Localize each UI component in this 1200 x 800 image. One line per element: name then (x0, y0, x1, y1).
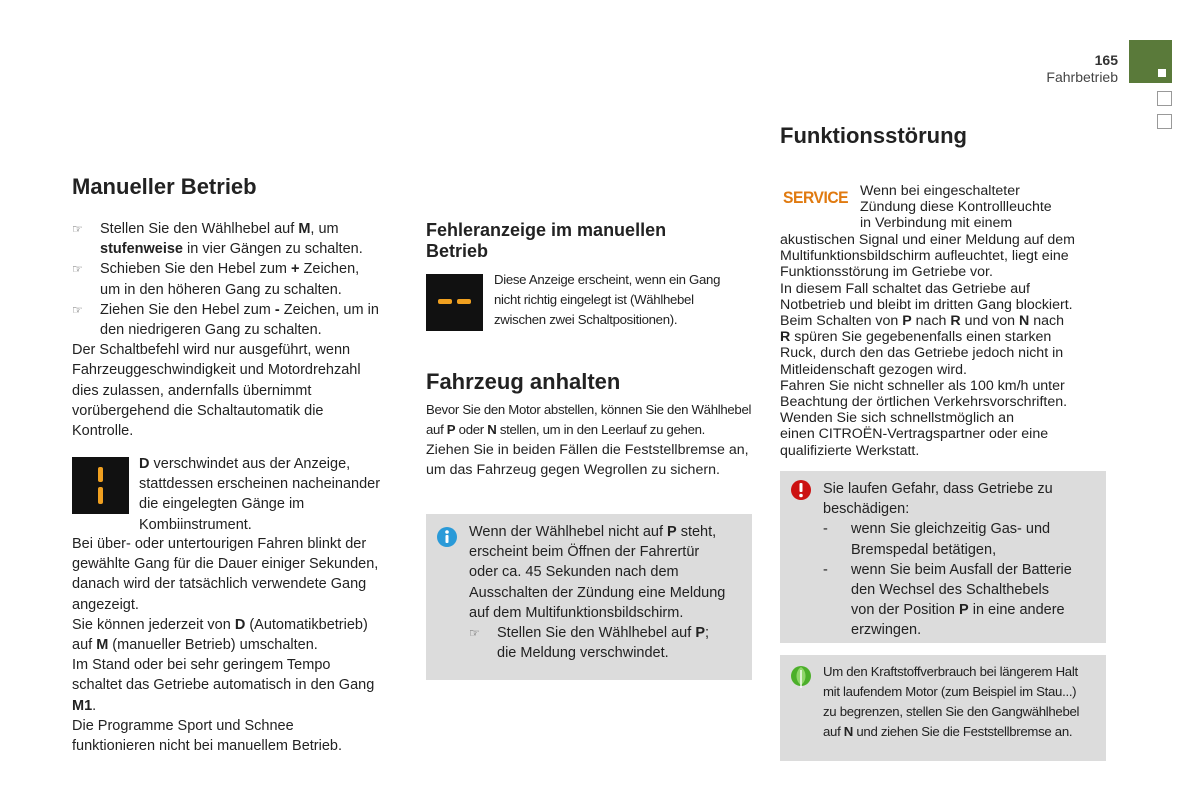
bullet-item: ☞ Stellen Sie den Wählhebel auf P; die Meldung verschwindet. (469, 625, 710, 662)
paragraph: Bei über- oder untertourigen Fahren blinkt der gewählte Gang für die Dauer einiger Sekunden, danach wird der tatsächlich verwendete Gang angezeigt. (72, 536, 379, 613)
info-icon (436, 526, 458, 553)
bullet-icon: ☞ (72, 222, 83, 236)
gear-display-text: D verschwindet aus der Anzeige, stattdessen erscheinen nacheinander die eingelegten Gänge im Kombiinstrument. (139, 456, 381, 533)
malfunction-text: akustischen Signal und einer Meldung auf dem Multifunktionsbildschirm aufleuchtet, liegt eine Funktionsstörung im Getriebe vor. In diesem Fall schaltet das Getriebe auf Notbetrieb und bleibt im dritten Gang blockiert. Beim Schalten von P nach R und von N nach R spüren Sie gegebenenfalls einen starken Ruck, durch den das Getriebe jedoch nicht in Mitleidenschaft gezogen wird. Fahren Sie nicht schneller als 100 km/h unter Beachtung der örtlichen Verkehrsvorschriften. Wenden Sie sich schnellstmöglich an einen CITROËN-Vertragspartner oder eine qualifizierte Werkstatt. (780, 232, 1075, 459)
manual-mode-text-2 (72, 534, 412, 756)
eco-leaf-icon (790, 664, 812, 695)
fault-display-title: Fehleranzeige im manuellen Betrieb (426, 220, 667, 261)
paragraph: Der Schaltbefehl wird nur ausgeführt, wenn Fahrzeuggeschwindigkeit und Motordrehzahl dies zulassen, andernfalls übernimmt vorübergehend die Schaltautomatik die Kontrolle. (72, 342, 361, 440)
warning-item: - wenn Sie beim Ausfall der Batterie den Wechsel des Schalthebels von der Position P in eine andere erzwingen. (823, 561, 1072, 639)
gear-display-icon (72, 457, 129, 514)
manual-mode-text (72, 219, 412, 441)
fault-display-text: Diese Anzeige erscheint, wenn ein Gang nicht richtig eingelegt ist (Wählhebel zwischen zwei Schaltpositionen). (494, 272, 721, 327)
warning-icon (790, 479, 812, 506)
paragraph: Die Programme Sport und Schnee funktionieren nicht bei manuellem Betrieb. (72, 717, 343, 755)
page-number: 165 (1094, 52, 1118, 68)
info-box (426, 514, 752, 680)
stopping-text: Bevor Sie den Motor abstellen, können Sie den Wählhebel auf P oder N stellen, um in den Leerlauf zu gehen. (426, 402, 752, 437)
info-text: Wenn der Wählhebel nicht auf P steht, erscheint beim Öffnen der Fahrertür oder ca. 45 Sekunden nach dem Ausschalten der Zündung eine Meldung auf dem Multifunktionsbildschirm. ☞ Stellen Sie den Wählhebel auf P; die Meldung verschwindet. (469, 522, 749, 663)
bullet-item: ☞ Ziehen Sie den Hebel zum - Zeichen, um in den niedrigeren Gang zu schalten. (72, 301, 379, 339)
section-title: Fahrbetrieb (1046, 69, 1118, 85)
malfunction-intro: Wenn bei eingeschalteter Zündung diese Kontrollleuchte in Verbindung mit einem (860, 183, 1052, 232)
bullet-icon: ☞ (469, 626, 480, 641)
eco-text: Um den Kraftstoffverbrauch bei längerem Halt mit laufendem Motor (zum Beispiel im Stau...) zu begrenzen, stellen Sie den Gangwählhebel auf N und ziehen Sie die Feststellbremse an. (823, 664, 1080, 739)
chapter-tab-marker (1158, 69, 1166, 77)
fault-display-icon (426, 274, 483, 331)
malfunction-title: Funktionsstörung (780, 123, 967, 148)
stopping-text-2: Ziehen Sie in beiden Fällen die Feststellbremse an, um das Fahrzeug gegen Wegrollen zu sichern. (426, 442, 749, 479)
chapter-box-2 (1157, 114, 1172, 129)
bullet-icon: ☞ (72, 302, 83, 317)
eco-box (780, 655, 1106, 761)
paragraph: Sie können jederzeit von D (Automatikbetrieb) auf M (manueller Betrieb) umschalten. (72, 616, 368, 654)
warning-item: - wenn Sie gleichzeitig Gas- und Bremspedal betätigen, (823, 521, 1051, 558)
bullet-item: ☞ Schieben Sie den Hebel zum + Zeichen, um in den höheren Gang zu schalten. (72, 261, 360, 298)
warning-box (780, 471, 1106, 643)
service-warning-light: SERVICE (783, 188, 849, 207)
bullet-icon: ☞ (72, 262, 83, 277)
manual-mode-title: Manueller Betrieb (72, 174, 257, 199)
stopping-title: Fahrzeug anhalten (426, 369, 621, 394)
warning-text: Sie laufen Gefahr, dass Getriebe zu beschädigen: - wenn Sie gleichzeitig Gas- und Bremspedal betätigen, - wenn Sie beim Ausfall der Batterie den Wechsel des Schalthebels von der Position P in eine andere erzwingen. (823, 479, 1103, 641)
paragraph: Im Stand oder bei sehr geringem Tempo schaltet das Getriebe automatisch in den Gang M1. (72, 657, 375, 714)
chapter-box-1 (1157, 91, 1172, 106)
chapter-tab (1129, 40, 1172, 83)
bullet-item: ☞ Stellen Sie den Wählhebel auf M, um stufenweise in vier Gängen zu schalten. (72, 221, 363, 258)
